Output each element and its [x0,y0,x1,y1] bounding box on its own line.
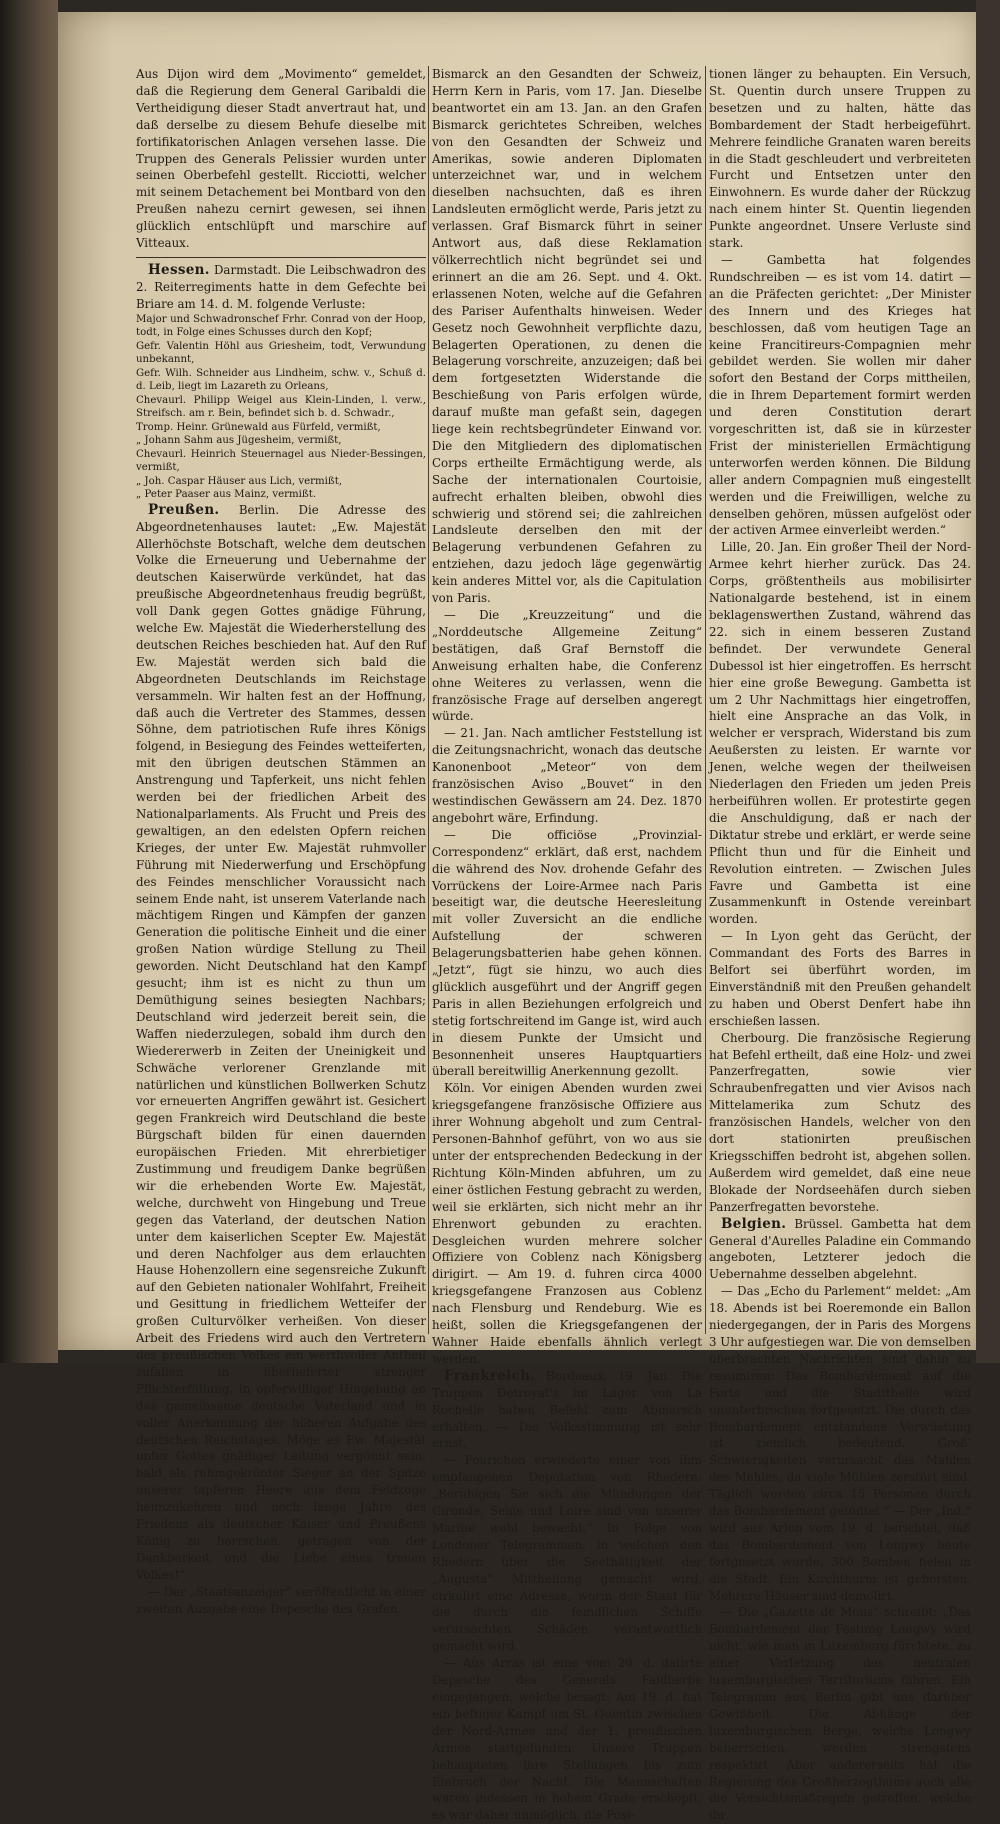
gazette-de-mons-paragraph: — Die „Gazette de Mons“ schreibt: „Das Bombardement der Festung Longwy wird nicht, wie man in Luxemburg fürchtete, zu einer Verletzung des neutralen luxemburgischen Territoriums führen. Ein Telegramm aus Berlin gibt uns darüber Gewißheit. Die Abhänge der luxemburgischen Berge, welche Longwy beherrschen, werden strengstens respektirt. Aber andererseits hat die Regierung des Großherzogthums auch alle die Vorsichtsmaßregeln getroffen, welche ihr [709,1605,971,1823]
echo-du-parlement-paragraph: — Das „Echo du Parlement“ meldet: „Am 18. Abends ist bei Roeremonde ein Ballon niedergegangen, der in Paris des Morgens 3 Uhr aufgestiegen war. Die von demselben überbrachten Nachrichten sind dahin zu resumiren: Das Bombardement auf die Forts und die Stadttheile wird ununterbrochen fortgesetzt. Die durch das Bombardement entstandene Verwüstung ist ziemlich bedeutend. Groß' Schwierigkeiten verursacht das Mahlen des Mehles, da viele Mühlen zerstört sind. Täglich werden circa 15 Personen durch das Bombardement getödtet.“ — Der „Ind.“ wird aus Arlon vom 19. d. berichtet, daß das Bombardement von Longwy heute fortgesetzt wurde. 300 Bomben fielen in die Stadt. Ein Kirchthurm ist geborsten. Mehrere Häuser sind demolirt. [709,1284,971,1603]
koeln-paragraph: Köln. Vor einigen Abenden wurden zwei kriegsgefangene französische Offiziere aus ihrer Wohnung abgeholt und zum Central-Personen-Bahnhof geführt, von wo aus sie unter der entsprechenden Bedeckung in der Richtung Köln-Minden abfuhren, um zu einer östlichen Festung gebracht zu werden, weil sie erklärten, sich nicht mehr an ihr Ehrenwort gebunden zu erachten. Desgleichen wurden mehrere solcher Offiziere von Coblenz nach Königsberg dirigirt. — Am 19. d. fuhren circa 4000 kriegsgefangene Franzosen aus Coblenz nach Flensburg und Rendeburg. Wie es heißt, sollen die Kriegsgefangenen der Wahner Haide ebenfalls ähnlich verlegt werden. [432,1081,702,1366]
cherbourg-paragraph: Cherbourg. Die französische Regierung hat Befehl ertheilt, daß eine Holz- und zwei Panzerfregatten, sowie vier Schraubenfregatten und vier Avisos nach Mittelamerika zum Schutz des französischen Handels, welcher von den dort stationirten preußischen Kriegsschiffen bedroht ist, abgehen sollen. Außerdem wird gemeldet, daß eine neue Blokade der Nordseehäfen durch sieben Panzerfregatten bevorstehe. [709,1030,971,1214]
frankreich-paragraph [432,1368,702,1453]
lyon-paragraph: — In Lyon geht das Gerücht, der Commandant des Forts des Barres in Belfort sei überführt worden, im Einverständniß mit den Preußen gehandelt zu haben und Oberst Denfert habe ihn erschießen lassen. [709,929,971,1028]
column-divider [428,66,429,1334]
casualty-entry: „ Joh. Caspar Häuser aus Lich, vermißt, [136,475,343,487]
adjacent-page-edge [976,0,1000,1363]
column-middle [432,66,702,1823]
provinzial-correspondenz-paragraph: — Die officiöse „Provinzial-Correspondenz“ erklärt, daß erst, nachdem die während des Nov. drohende Gefahr des Vorrückens der Loire-Armee nach Paris beseitigt war, die deutsche Heeresleitung mit voller Zuversicht an die endliche Aufstellung der schweren Belagerungsbatterien habe gehen können. „Jetzt“, fügt sie hinzu, wo auch dies glücklich ausgeführt und der Angriff gegen Paris in allen Beziehungen erfolgreich und stetig fortschreitend im Gange ist, wird auch in diesem Punkte der Umsicht und Besonnenheit unseres Hauptquartiers überall bereitwillig Anerkennung gezollt. [432,827,702,1079]
section-rule [136,257,426,258]
casualty-list [136,313,426,502]
hessen-paragraph [136,262,426,313]
column-right [709,66,971,1823]
casualty-entry: Gefr. Valentin Höhl aus Griesheim, todt, Verwundung unbekannt, [136,340,426,366]
hessen-text: Darmstadt. Die Leibschwadron des 2. Reiterregiments hatte in dem Gefechte bei Briare am 14. d. M. folgende Verluste: [136,262,427,311]
dijon-paragraph: Aus Dijon wird dem „Movimento“ gemeldet, daß die Regierung dem General Garibaldi die Vertheidigung dieser Stadt anvertraut hat, und daß derselbe zu diesem Behufe dieselbe mit fortifikatorischen Anlagen versehen lasse. Die Truppen des Generals Pelissier wurden unter seinen Oberbefehl gestellt. Ricciotti, welcher mit seinem Detachement bei Montbard von den Preußen nahezu cernirt gewesen, sei ihnen glücklich entschlüpft und marschire auf Vitteaux. [136,67,426,251]
gambetta-circular-paragraph: — Gambetta hat folgendes Rundschreiben — es ist vom 14. datirt — an die Präfecten gerichtet: „Der Minister des Innern und des Krieges hat beschlossen, daß vom heutigen Tage an keine Francitireurs-Compagnien mehr gebildet werden. Sie wollen mir daher sofort den Bestand der Corps mittheilen, die in Ihrem Departement formirt werden und deren Constitution derart vorgeschritten ist, daß sie in kürzester Frist der ministeriellen Ermächtigung unterworfen werden können. Die Bildung aller andern Compagnien muß eingestellt werden und die Freiwilligen, welche zu denselben gehören, müssen aufgelöst oder der activen Armee einverleibt werden.“ [709,252,971,538]
bordeaux-text: Bordeaux, 19. Jan. Die Truppen Detroyat's im Lager von La Rochelle haben Befehl zum Abmarsch erhalten. — Die Volksstimmung ist sehr ernst. [432,1368,702,1451]
st-quentin-paragraph: tionen länger zu behaupten. Ein Versuch, St. Quentin durch unsere Truppen zu besetzen und zu halten, hätte das Bombardement der Stadt herbeigeführt. Mehrere feindliche Granaten waren bereits in die Stadt geschleudert und verbreiteten Furcht und Entsetzen unter den Einwohnern. Es wurde daher der Rückzug nach einem hinter St. Quentin liegenden Punkte angeordnet. Unsere Verluste sind stark. [709,67,971,251]
lille-paragraph: Lille, 20. Jan. Ein großer Theil der Nord-Armee kehrt hierher zurück. Das 24. Corps, größtentheils aus mobilisirter Nationalgarde bestehend, ist in einem beklagenswerthen Zustand, während das 22. sich in einem besseren Zustand befindet. Der verwundete General Dubessol ist hier eingetroffen. Es herrscht hier eine große Bewegung. Gambetta ist um 2 Uhr Nachmittags hier eingetroffen, hielt eine Ansprache an das Volk, in welcher er versprach, Widerstand bis zum Aeußersten zu leisten. Er warnte vor Jenen, welche wegen der theilweisen Niederlagen den Frieden um jeden Preis herbeiführen wollen. Er protestirte gegen die Anschuldigung, daß er nach der Diktatur strebe und erklärt, er werde seine Pflicht thun und für die Einheit und Revolution eintreten. — Zwischen Jules Favre und Gambetta ist eine Zusammenkunft in Ostende vereinbart worden. [709,540,971,927]
book-binding [0,0,58,1363]
arras-paragraph: — Aus Arras ist eine vom 20. d. datirte Depesche des Generals Faidherbe eingegangen, welche besagt: Am 19. d. hat ein heftiger Kampf um St. Quentin zwischen der Nord-Armee und der 1. preußischen Armee stattgefunden. Unsere Truppen behaupteten ihre Stellungen bis zum Einbruch der Nacht. Die Mannschaften waren indessen in hohem Grade erschöpft; es war daher unmöglich, die Posi- [432,1656,702,1823]
section-heading-hessen: Hessen. [148,261,210,278]
casualty-entry: Chevaurl. Philipp Weigel aus Klein-Linden, l. verw., Streifsch. am r. Bein, befindet sich b. d. Schwadr., [136,394,426,420]
casualty-entry: „ Peter Paaser aus Mainz, vermißt. [136,489,317,501]
section-heading-preussen: Preußen. [148,501,220,518]
casualty-entry: „ Johann Sahm aus Jügesheim, vermißt, [136,435,342,447]
casualty-entry: Gefr. Wilh. Schneider aus Lindheim, schw. v., Schuß d. d. Leib, liegt im Lazareth zu Orleans, [136,367,426,393]
preussen-text: Berlin. Die Adresse des Abgeordnetenhauses lautet: „Ew. Majestät Allerhöchste Botschaft, welche dem deutschen Volke die Erneuerung und Uebernahme der deutschen Kaiserwürde verkündet, hat das preußische Abgeordnetenhaus freudig begrüßt, voll Dank gegen Gottes gnädige Führung, welche Ew. Majestät die Wiederherstellung des deutschen Reiches beschieden hat. Auf den Ruf Ew. Majestät werden sich bald die Abgeordneten Deutschlands im Reichstage versammeln. Wir halten fest an der Hoffnung, daß auch die Vertreter des Stammes, dessen Söhne, dem patriotischen Rufe ihres Königs folgend, in Besiegung des Feindes wetteiferten, mit den übrigen deutschen Stämmen an Anstrengung und Tapferkeit, uns nicht fehlen werden bei der friedlichen Arbeit des Nationalparlaments. Als Frucht und Preis des gewaltigen, an den edelsten Opfern reichen Krieges, der unter Ew. Majestät ruhmvoller Führung mit Niederwerfung und Erschöpfung des Feindes menschlicher Voraussicht nach seinem Ende naht, ist unserem Vaterlande nach mächtigem Ringen und Kämpfen der ganzen Generation die politische Einheit und die einer großen Nation würdige Stellung zu Theil geworden. Nicht Deutschland hat den Kampf gesucht; ihm ist es nicht zu thun um Demüthigung seines besiegten Nachbars; Deutschland wird jederzeit bereit sein, die Waffen niederzulegen, sobald ihm durch den Wiedererwerb in Zeiten der Uneinigkeit und Schwäche verlorener Grenzlande mit natürlichen und künstlichen Bollwerken Schutz vor erneuerten Angriffen gewährt ist. Gesichert gegen Frankreich wird Deutschland die beste Bürgschaft bilden für einen dauernden europäischen Frieden. Mit ehrerbietiger Zustimmung und freudigem Danke begrüßen wir die erhebenden Worte Ew. Majestät, welche, durchweht von Hingebung und Treue gegen das Vaterland, der deutschen Nation unter dem kaiserlichen Scepter Ew. Majestät und deren Nachfolger aus dem erlauchten Hause Hohenzollern eine segensreiche Zukunft auf den Gebieten nationaler Wohlfahrt, Freiheit und Gesittung in friedlichem Wetteifer der großen Culturvölker verheißen. Von dieser Arbeit des Friedens wird auch den Vertretern des preußischen Volkes ein werthvoller Antheil zufallen in überlieferter strenger Pflichterfüllung, in opferwilliger Hingebung an das gemeinsame deutsche Vaterland und in voller Anerkennung der höheren Aufgabe des deutschen Reichstages. Möge es Ew. Majestät unter Gottes gnädiger Leitung vergönnt sein, bald als ruhmgekrönter Sieger an der Spitze unserer tapferen Heere aus dem Feldzuge heimzukehren und noch lange Jahre des Friedens als deutscher Kaiser und Preußens König zu herrschen, getragen von der Dankbarkeit und die Liebe eines treuen Volkes!“ [136,502,427,1582]
staatsanzeiger-paragraph: — Der „Staatsanzeiger“ veröffentlicht in einer zweiten Ausgabe eine Depesche des Grafen [136,1584,426,1616]
fourichon-paragraph: — Fourichon erwiederte einer von ihm empfangenen Deputation von Rhedern: „Beruhigen Sie sich die Mündungen der Gironde, Seine und Loire sind von unserer Marine wohl bewacht.“ In Folge von Londoner Telegrammen, in welchen den Rhedern über die Seethätigkeit der „Augusta“ Mittheilung gemacht wird, cirkulirt eine Adresse, worin der Staat für die durch die feindlichen Schiffe verursachten Schäden verantwortlich gemacht wird. [432,1453,702,1654]
bruessel-text: Brüssel. Gambetta hat dem General d'Aurelles Paladine ein Commando angeboten, Letzterer jedoch die Uebernahme desselben abgelehnt. [709,1216,971,1282]
casualty-entry: Major und Schwadronschef Frhr. Conrad von der Hoop, todt, in Folge eines Schusses durch den Kopf; [136,313,426,339]
kreuzzeitung-paragraph: — Die „Kreuzzeitung“ und die „Norddeutsche Allgemeine Zeitung“ bestätigen, daß Graf Bernstoff die Anweisung erhalten habe, die Conferenz ohne Weiteres zu verlassen, wenn die französische Frage auf derselben angeregt würde. [432,608,702,724]
column-divider [705,66,706,1334]
meteor-paragraph: — 21. Jan. Nach amtlicher Feststellung ist die Zeitungsnachricht, wonach das deutsche Kanonenboot „Meteor“ von dem französischen Aviso „Bouvet“ in den westindischen Gewässern am 24. Dez. 1870 angebohrt wäre, Erfindung. [432,726,702,825]
column-left [136,66,427,1616]
belgien-paragraph [709,1216,971,1284]
casualty-entry: Chevaurl. Heinrich Steuernagel aus Nieder-Bessingen, vermißt, [136,448,426,474]
section-heading-frankreich: Frankreich. [444,1367,536,1384]
section-heading-belgien: Belgien. [721,1215,787,1232]
preussen-paragraph [136,502,426,1584]
casualty-entry: Tromp. Heinr. Grünewald aus Fürfeld, vermißt, [136,421,381,433]
bismarck-paragraph: Bismarck an den Gesandten der Schweiz, Herrn Kern in Paris, vom 17. Jan. Dieselbe beantwortet ein am 13. Jan. an den Grafen Bismarck gerichtetes Schreiben, welches von den Gesandten der Schweiz und Amerikas, sowie anderen Diplomaten unterzeichnet war, und in welchem dieselben nachsuchten, daß es ihren Landsleuten ermöglicht werde, Paris jetzt zu verlassen. Graf Bismarck führt in seiner Antwort aus, daß diese Reklamation völkerrechtlich nicht begründet sei und erinnert an die am 26. Sept. und 4. Okt. erlassenen Noten, welche auf die Gefahren des Pariser Aufenthalts hinweisen. Weder Gesetz noch Gewohnheit verpflichte dazu, Belagerten Operationen, zu denen die Belagerung vorschreite, anzuzeigen; daß bei dem fortgesetzten Widerstande die Beschießung von Paris erfolgen würde, darauf mußte man gefaßt sein, dagegen liege kein rechtsbegründeter Einwand vor. Die den Mitgliedern des diplomatischen Corps ertheilte Ermächtigung werde, als Sache der internationalen Courtoisie, aufrecht erhalten bleiben, obwohl dies schwierig und störend sei; die zahlreichen Landsleute derselben den mit der Belagerung verbundenen Gefahren zu entziehen, dazu jedoch läge gegenwärtig kein anderes Mittel vor, als die Capitulation von Paris. [432,67,702,606]
